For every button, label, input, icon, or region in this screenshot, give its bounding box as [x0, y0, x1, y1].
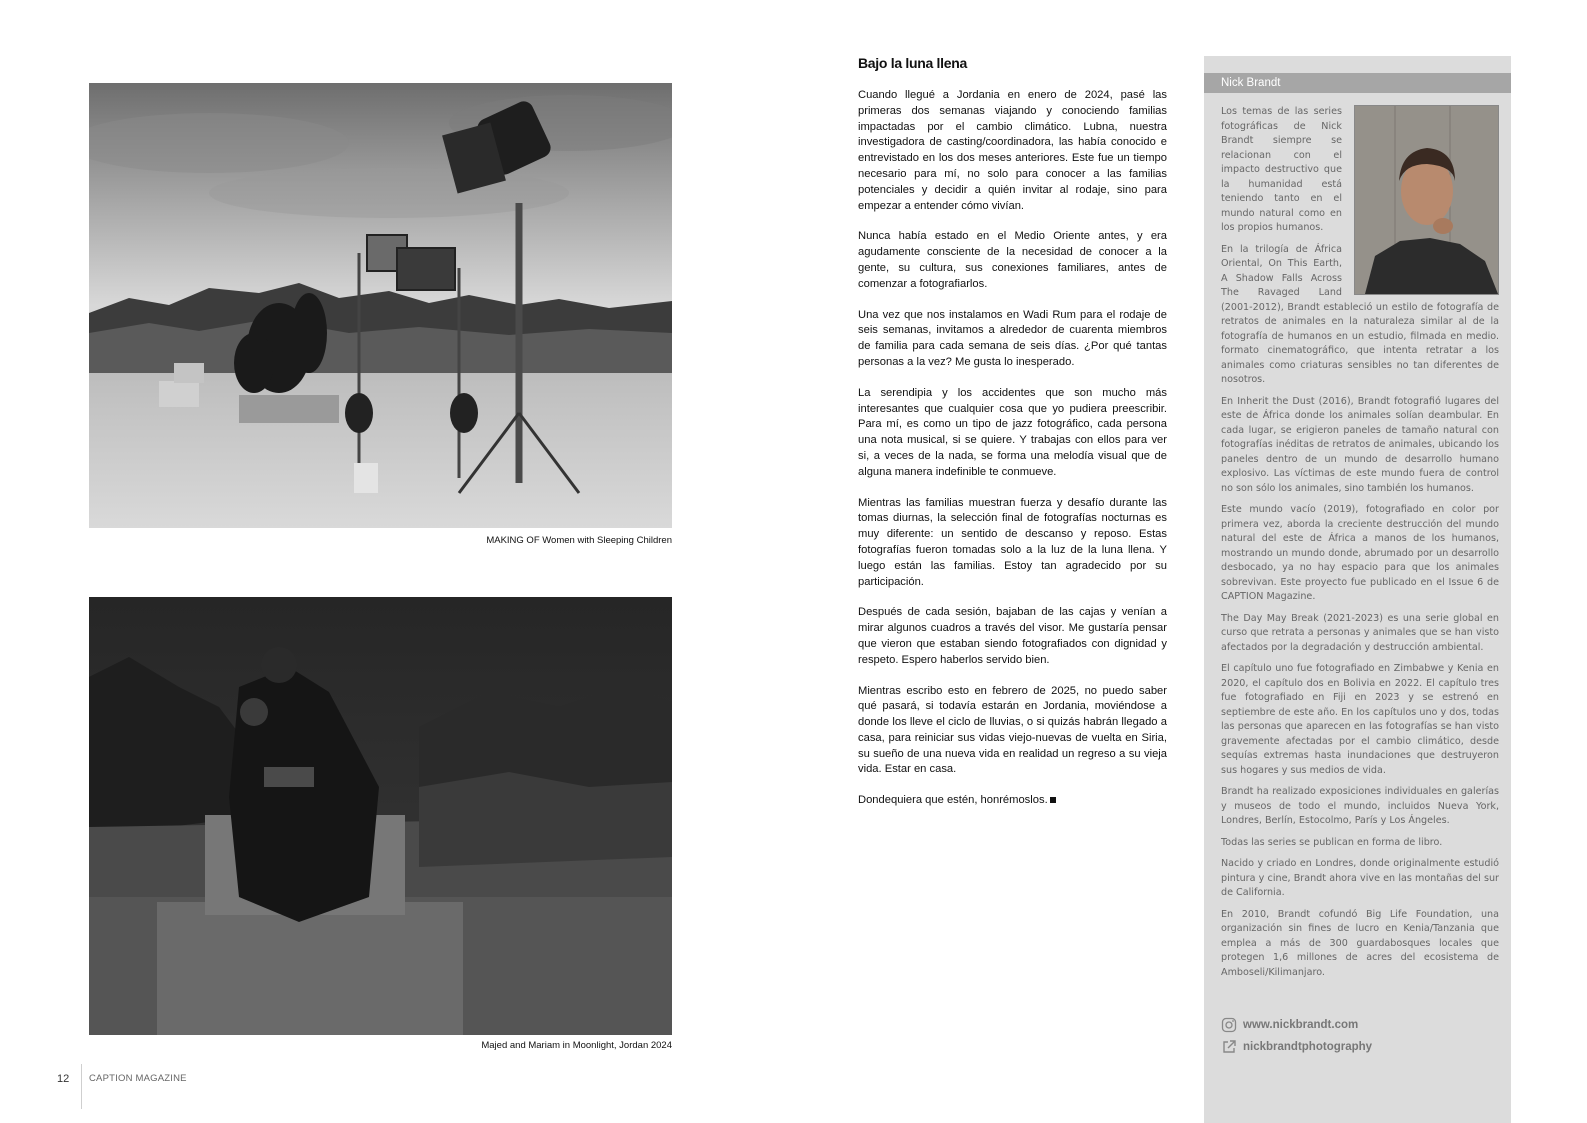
majed-mariam-photo	[89, 597, 672, 1035]
article-paragraph: Mientras las familias muestran fuerza y desafío durante las tomas diurnas, la selección final de fotografías nocturnas es muy diferente: un sentido de descanso y reposo. Estas fotografías fueron tomadas solo a la luz de la luna llena. Y luego están las familias. Estoy tan agradecido por su participación.	[858, 496, 1167, 588]
sidebar-paragraph: Nacido y criado en Londres, donde originalmente estudió pintura y cine, Brandt ahora vive en las montañas del sur de California.	[1221, 858, 1499, 898]
magazine-name: CAPTION MAGAZINE	[89, 1073, 187, 1084]
social-link[interactable]	[1221, 1036, 1499, 1058]
article-paragraph: Mientras escribo esto en febrero de 2025, no puedo saber qué pasará, si todavía estarán en Jordania, moviéndose a donde los lleve el ciclo de lluvias, o si quizás habrán llegado a casa, para reiniciar sus vidas viejo-nuevas de vuelta en Siria, su sueño de una nueva vida en realidad un regreso a su vieja vida. Estar en casa.	[858, 684, 1167, 776]
website-link-label: www.nickbrandt.com	[1243, 1019, 1359, 1031]
article-paragraph: Después de cada sesión, bajaban de las cajas y venían a mirar algunos cuadros a través del visor. Me gustaría pensar que vieron que estaban siendo fotografiados con dignidad y respeto. Espero haberlos servido bien.	[858, 606, 1167, 666]
sidebar-paragraph: En la trilogía de África Oriental, On This Earth, A Shadow Falls Across The Ravaged Land (2001-2012), Brandt estableció un estilo de fotografía de retratos de animales en la naturaleza similar al de la fotografía de humanos en un estudio, filmada en medio. formato cinematográfico, que intenta retratar a los animales como criaturas sensibles no tan diferentes de nosotros.	[1221, 243, 1499, 385]
article	[858, 55, 1167, 824]
sidebar-paragraph: Los temas de las series fotográficas de Nick Brandt siempre se relacionan con el impacto destructivo que la humanidad está teniendo tanto en el mundo natural como en los propios humanos.	[1221, 106, 1342, 233]
social-link-label: nickbrandtphotography	[1243, 1041, 1373, 1053]
article-paragraph: Cuando llegué a Jordania en enero de 2024, pasé las primeras dos semanas viajando y conociendo familias impactadas por el cambio climático. Lubna, nuestra investigadora de casting/coordinadora, las había conocido e entrevistado en los dos meses anteriores. Este fue un tiempo necesario para mí, no solo para conocer a las familias potenciales y decidir a quién invitar al rodaje, sino para empezar a entender cómo vivían.	[858, 89, 1167, 212]
article-paragraph: Una vez que nos instalamos en Wadi Rum para el rodaje de seis semanas, invitamos a alrededor de cuarenta miembros de familia para cada semana de seis días. ¿Por qué tantas personas a la vez? Me gusta lo inesperado.	[858, 308, 1167, 368]
author-sidebar	[1204, 56, 1511, 1123]
making-of-photo	[89, 83, 672, 528]
instagram-icon	[1221, 1017, 1237, 1033]
author-portrait	[1354, 105, 1499, 295]
sidebar-paragraph: En Inherit the Dust (2016), Brandt fotografió lugares del este de África donde los animales solían deambular. En cada lugar, se erigieron paneles de tamaño natural con fotografías inéditas de retratos de animales, ubicando los paneles dentro de un mundo de desarrollo humano explosivo. Las víctimas de este mundo fuera de control no son sólo los animales, sino también los humanos.	[1221, 395, 1499, 494]
footer-divider	[81, 1064, 82, 1109]
sidebar-paragraph: Todas las series se publican en forma de libro.	[1221, 836, 1443, 848]
article-paragraph: La serendipia y los accidentes que son mucho más interesantes que cualquier cosa que yo pudiera preescribir. Para mí, es como un tipo de jazz fotográfico, cada persona una nota musical, si se quiere. Y trabajas con ellos para ver si, a veces de la nada, se forma una melodía visual que de alguna manera indefinible te conmueve.	[858, 386, 1167, 478]
making-of-caption: MAKING OF Women with Sleeping Children	[486, 535, 672, 546]
article-closing-text: Dondequiera que estén, honrémoslos.	[858, 794, 1048, 807]
sidebar-paragraph: En 2010, Brandt cofundó Big Life Foundation, una organización sin fines de lucro en Kenia/Tanzania que emplea a más de 300 guardabosques locales que protegen 1,6 millones de acres del ecosistema de Amboseli/Kilimanjaro.	[1221, 908, 1499, 978]
sidebar-paragraph: Este mundo vacío (2019), fotografiado en color por primera vez, aborda la creciente destrucción del mundo natural del este de África a manos de los humanos, mostrando un mundo donde, abrumado por un desarrollo desbocado, ya no hay espacio para que los animales sobrevivan. Este proyecto fue publicado en el Issue 6 de CAPTION Magazine.	[1221, 504, 1499, 602]
article-closing	[858, 793, 1167, 809]
website-link[interactable]	[1221, 1014, 1499, 1036]
article-paragraph: Nunca había estado en el Medio Oriente antes, y era agudamente consciente de la necesidad de conocer a la gente, su cultura, sus conexiones familiares, antes de comenzar a fotografiarlos.	[858, 230, 1167, 290]
page-number: 12	[57, 1073, 70, 1085]
sidebar-paragraph: Brandt ha realizado exposiciones individuales en galerías y museos de todo el mundo, incluidos Nueva York, Londres, Berlín, Estocolmo, París y Los Ángeles.	[1221, 786, 1499, 826]
end-mark-icon	[1050, 797, 1056, 803]
majed-mariam-caption: Majed and Mariam in Moonlight, Jordan 2024	[481, 1040, 672, 1051]
sidebar-links	[1221, 1014, 1499, 1058]
sidebar-paragraph: El capítulo uno fue fotografiado en Zimbabwe y Kenia en 2020, el capítulo dos en Bolivia en 2022. El capítulo tres fue fotografiado en Fiji en 2023 y se estrenó en septiembre de este año. En los capítulos uno y dos, todas las personas que aparecen en las fotografías se han visto gravemente afectadas por el cambio climático, desde sequías extremas hasta inundaciones que destruyeron sus hogares y sus medios de vida.	[1221, 663, 1499, 776]
sidebar-body	[1221, 105, 1499, 987]
external-link-icon	[1221, 1039, 1237, 1055]
sidebar-paragraph: The Day May Break (2021-2023) es una serie global en curso que retrata a personas y animales que se han visto afectados por la degradación y destrucción ambiental.	[1221, 612, 1499, 653]
sidebar-heading: Nick Brandt	[1204, 73, 1511, 93]
article-title: Bajo la luna llena	[858, 55, 967, 71]
